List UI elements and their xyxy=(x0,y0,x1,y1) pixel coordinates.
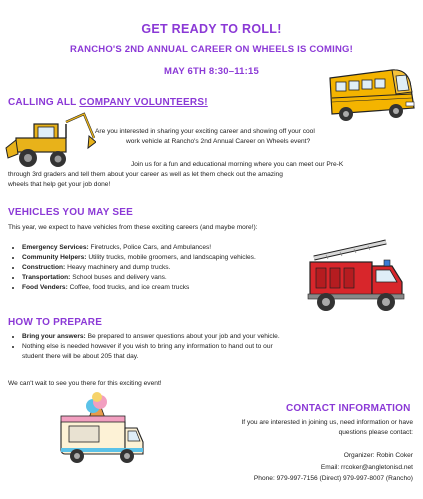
volunteers-heading xyxy=(8,97,208,108)
vehicles-heading: VEHICLES YOU MAY SEE xyxy=(8,207,133,218)
contact-organizer: Organizer: Robin Coker xyxy=(343,452,413,459)
closing-text: We can't wait to see you there for this exciting event! xyxy=(8,380,162,387)
volunteers-para2-line3: wheels that help get your job done! xyxy=(8,181,111,188)
vehicles-intro: This year, we expect to have vehicles from these exciting careers (and maybe more!): xyxy=(8,224,258,231)
contact-line2: questions please contact: xyxy=(338,429,413,436)
list-item: • Bring your answers: Be prepared to answer questions about your job and your vehicle. xyxy=(22,332,422,342)
contact-email: Email: rrcoker@angletonisd.net xyxy=(320,464,413,471)
contact-heading: CONTACT INFORMATION xyxy=(286,403,411,414)
volunteers-para2-line1: Join us for a fun and educational morning where you can meet our Pre-K xyxy=(131,161,344,168)
list-item: • Emergency Services: Firetrucks, Police Cars, and Ambulances! xyxy=(22,243,322,253)
list-item: • Nothing else is needed however if you wish to bring any information to hand out to our student there will be about 205 that day. xyxy=(22,342,422,361)
volunteers-para1-line2: work vehicle at Rancho's 2nd Annual Career on Wheels event? xyxy=(126,138,311,145)
vehicles-list xyxy=(12,243,322,293)
volunteers-heading-prefix: CALLING ALL xyxy=(8,97,80,108)
volunteers-para1-line1: Are you interested in sharing your exciting career and showing off your cool xyxy=(95,128,315,135)
list-item: • Transportation: School buses and delivery vans. xyxy=(22,273,322,283)
contact-phone: Phone: 979-997-7156 (Direct) 979-997-8007 (Rancho) xyxy=(253,475,413,482)
list-item: • Community Helpers: Utility trucks, mobile groomers, and landscaping vehicles. xyxy=(22,253,322,263)
volunteers-para2-line2: through 3rd graders and tell them about your career as well as let them check out the amazing xyxy=(8,171,283,178)
flyer-title: GET READY TO ROLL! xyxy=(141,22,282,36)
backhoe-icon xyxy=(4,108,96,170)
prepare-heading: HOW TO PREPARE xyxy=(8,317,103,328)
list-item: • Construction: Heavy machinery and dump trucks. xyxy=(22,263,322,273)
event-date: MAY 6TH 8:30–11:15 xyxy=(164,66,259,77)
volunteers-heading-underlined: COMPANY VOLUNTEERS! xyxy=(79,97,208,108)
contact-line1: If you are interested in joining us, need information or have xyxy=(241,419,413,426)
prepare-list xyxy=(12,332,422,362)
school-bus-icon xyxy=(322,58,418,128)
list-item: • Food Venders: Coffee, food trucks, and ice cream trucks xyxy=(22,283,322,293)
flyer-subtitle: RANCHO'S 2ND ANNUAL CAREER ON WHEELS IS COMING! xyxy=(70,44,353,55)
fire-truck-icon xyxy=(300,236,408,318)
